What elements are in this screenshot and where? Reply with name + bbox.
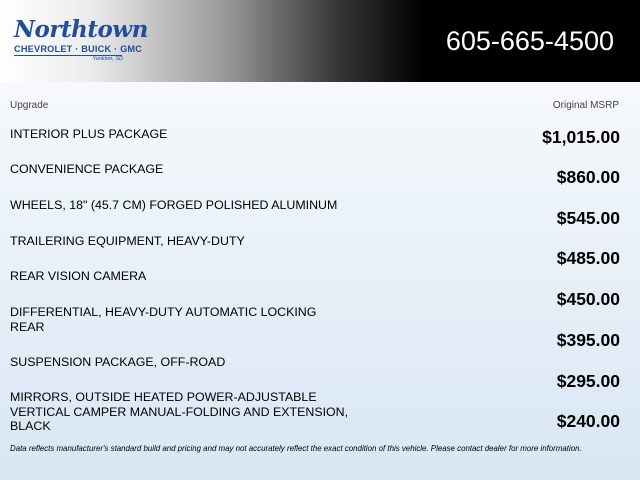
- item-name: TRAILERING EQUIPMENT, HEAVY-DUTY: [10, 234, 245, 248]
- item-name: INTERIOR PLUS PACKAGE: [10, 127, 168, 141]
- item-price: $240.00: [556, 411, 620, 431]
- item-name: DIFFERENTIAL, HEAVY-DUTY AUTOMATIC LOCKING REAR: [10, 305, 317, 334]
- item-price: $295.00: [556, 371, 620, 391]
- item-name: CONVENIENCE PACKAGE: [10, 162, 164, 176]
- logo-city: Yankton, SD: [92, 56, 123, 62]
- item-name: REAR VISION CAMERA: [10, 269, 147, 283]
- item-name: WHEELS, 18" (45.7 CM) FORGED POLISHED ALUMINUM: [10, 198, 338, 212]
- dealer-logo: [12, 16, 148, 66]
- header-banner: [0, 0, 640, 82]
- item-price: $860.00: [556, 167, 620, 187]
- phone-number: 605-665-4500: [445, 26, 614, 56]
- column-header-upgrade: Upgrade: [10, 100, 49, 111]
- item-name: SUSPENSION PACKAGE, OFF-ROAD: [10, 355, 226, 369]
- item-name: MIRRORS, OUTSIDE HEATED POWER-ADJUSTABLE VERTICAL CAMPER MANUAL-FOLDING AND EXTENSION, BLACK: [10, 390, 349, 433]
- item-price: $485.00: [556, 248, 620, 268]
- item-price: $395.00: [556, 330, 620, 350]
- column-header-msrp: Original MSRP: [552, 100, 619, 111]
- item-price: $450.00: [556, 289, 620, 309]
- item-price: $1,015.00: [542, 127, 620, 147]
- disclaimer-text: Data reflects manufacturer's standard build and pricing and may not accurately reflect the exact condition of this vehicle. Please contact dealer for more information.: [10, 444, 582, 453]
- logo-brands: CHEVROLET · BUICK · GMC: [14, 44, 143, 54]
- logo-name: Northtown: [14, 16, 148, 43]
- item-price: $545.00: [556, 208, 620, 228]
